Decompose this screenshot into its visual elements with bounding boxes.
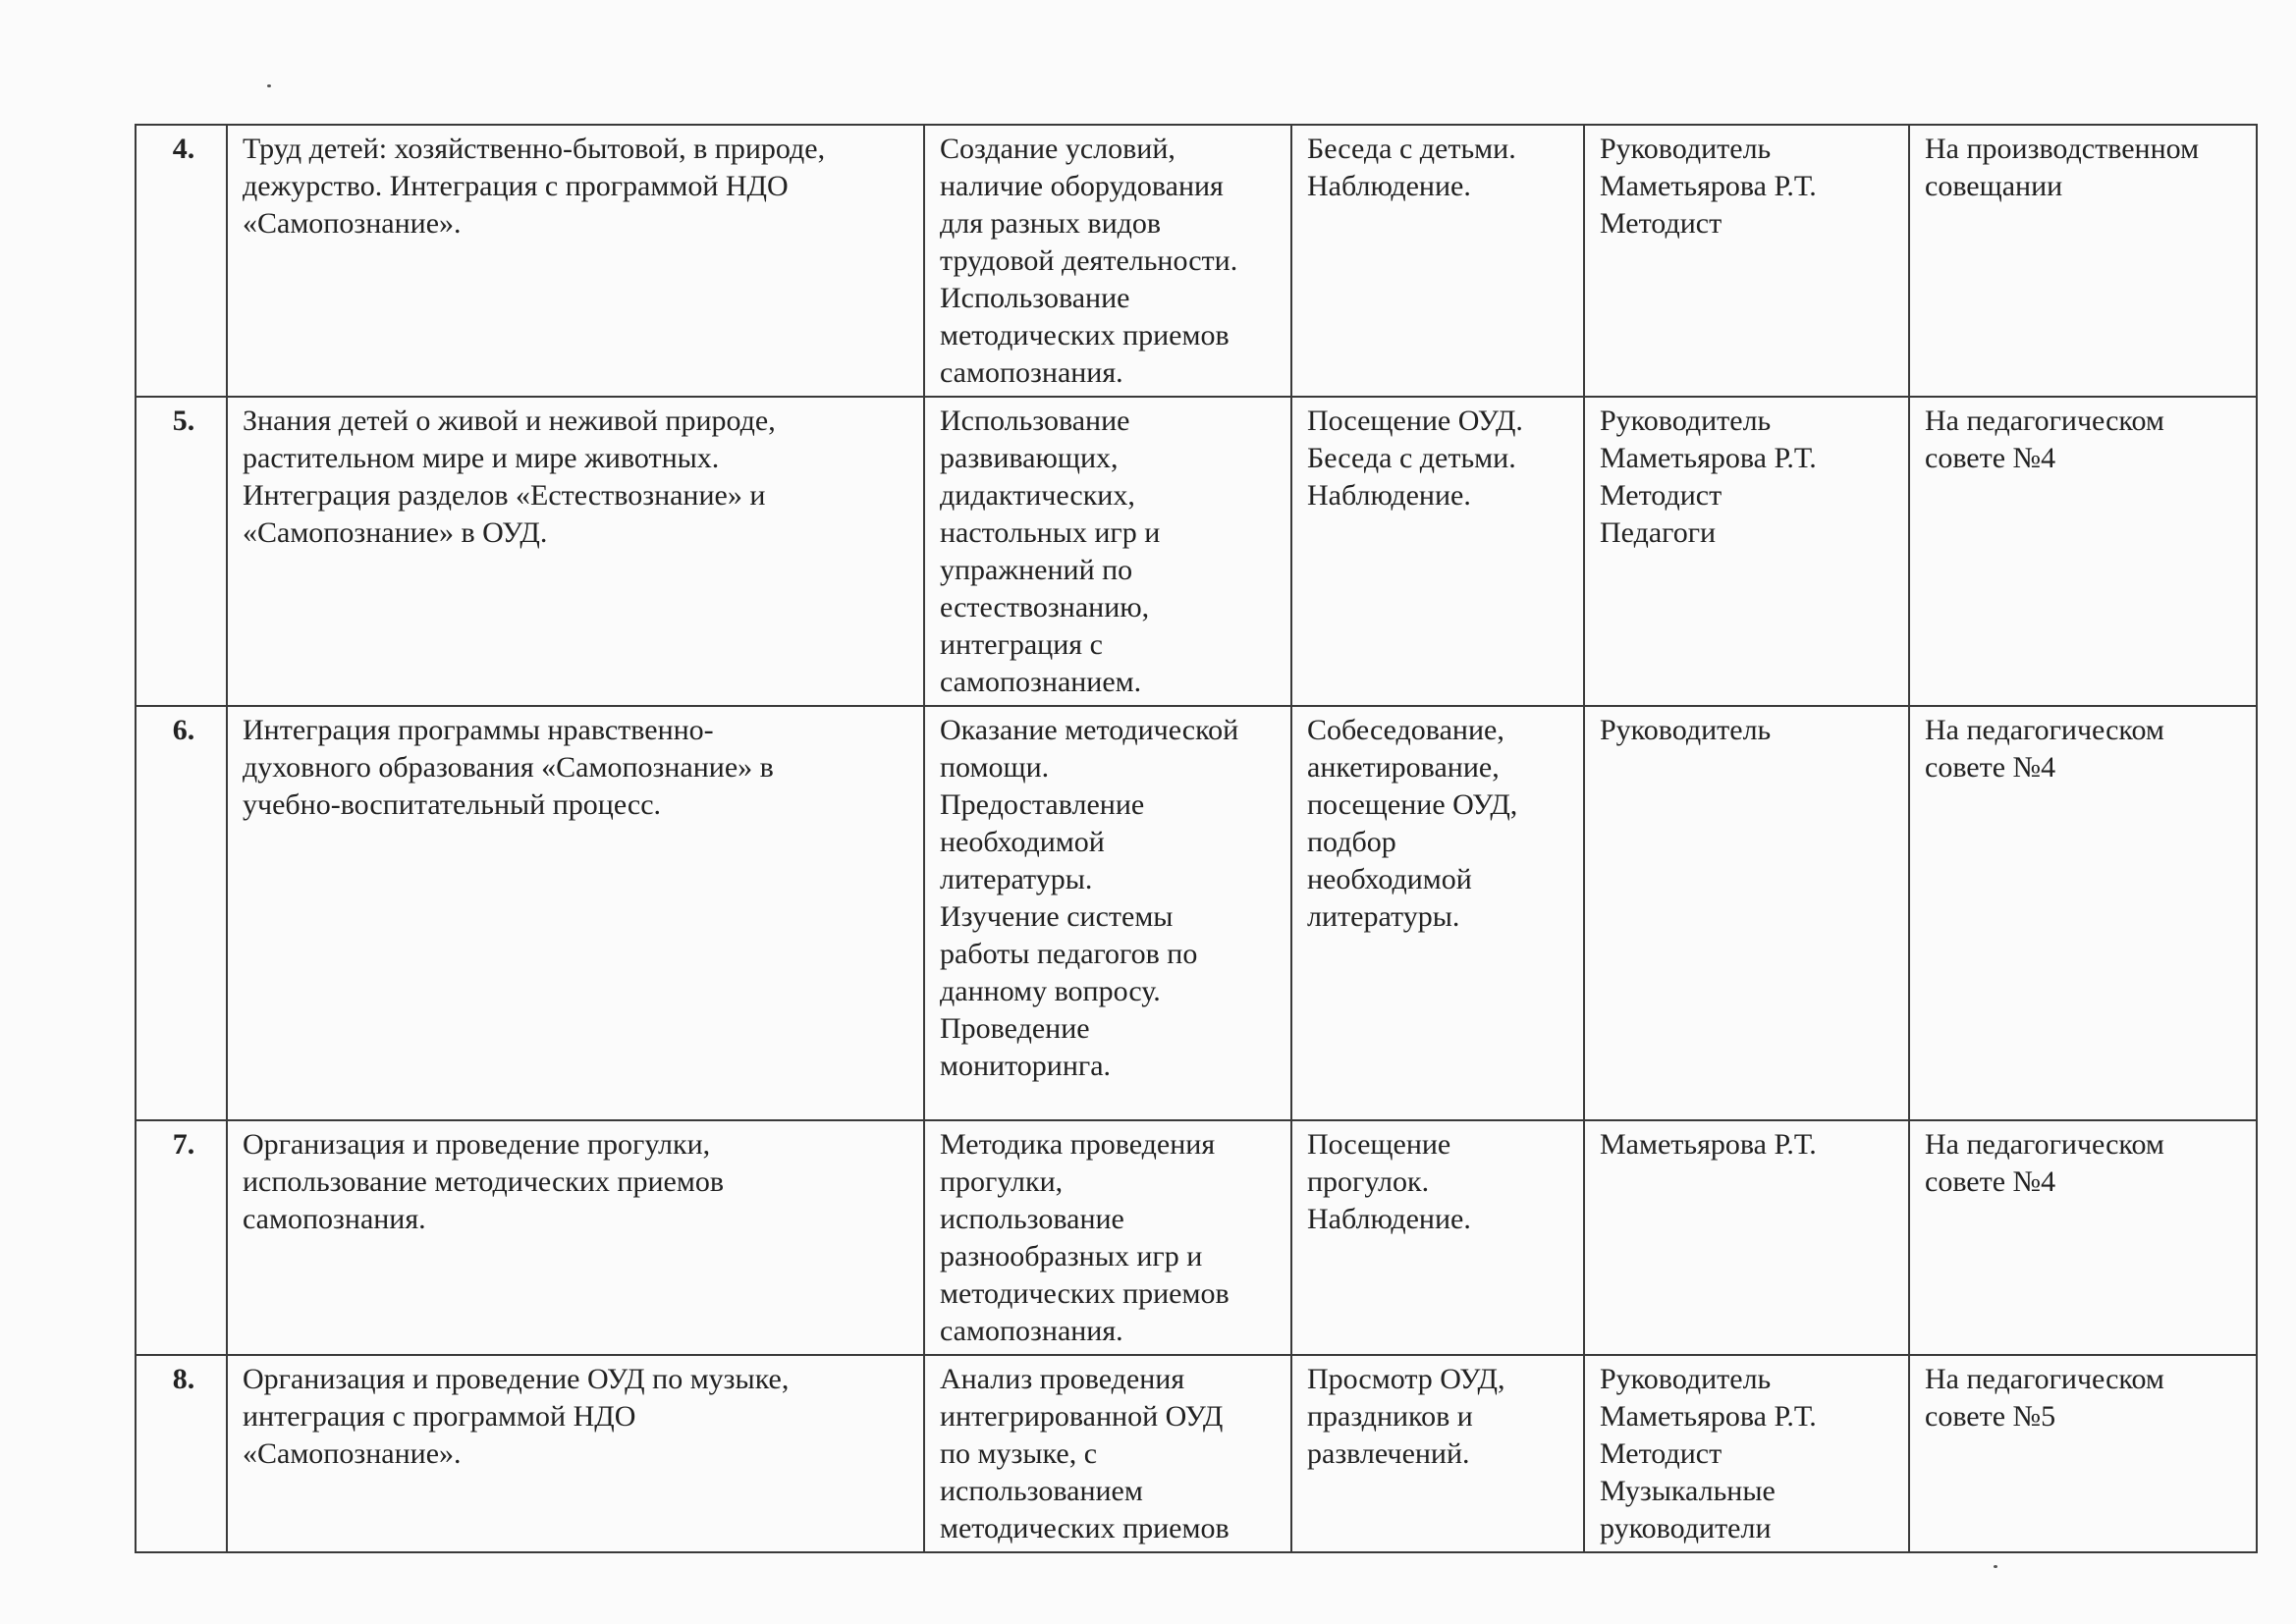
method-cell: Посещение ОУД. Беседа с детьми. Наблюдение. (1291, 397, 1584, 706)
responsible-cell: Руководитель (1584, 706, 1909, 1120)
topic-cell: Труд детей: хозяйственно-бытовой, в природе, дежурство. Интеграция с программой НДО «Самопознание». (227, 125, 924, 397)
row-number: 5. (136, 397, 227, 706)
table-row (136, 1355, 2257, 1552)
method-cell: Просмотр ОУД, праздников и развлечений. (1291, 1355, 1584, 1552)
topic-cell: Организация и проведение прогулки, использование методических приемов самопознания. (227, 1120, 924, 1355)
result-cell: На производственном совещании (1909, 125, 2257, 397)
measures-cell: Анализ проведения интегрированной ОУД по музыке, с использованием методических приемов (924, 1355, 1291, 1552)
row-number: 7. (136, 1120, 227, 1355)
responsible-cell: Маметьярова Р.Т. (1584, 1120, 1909, 1355)
row-number: 6. (136, 706, 227, 1120)
row-number: 8. (136, 1355, 227, 1552)
responsible-cell: Руководитель Маметьярова Р.Т. Методист (1584, 125, 1909, 397)
result-cell: На педагогическом совете №4 (1909, 397, 2257, 706)
scan-speck (1994, 1565, 1997, 1568)
topic-cell: Интеграция программы нравственно- духовного образования «Самопознание» в учебно-воспитательный процесс. (227, 706, 924, 1120)
plan-table (135, 124, 2258, 1553)
responsible-cell: Руководитель Маметьярова Р.Т. Методист Педагоги (1584, 397, 1909, 706)
measures-cell: Использование развивающих, дидактических, настольных игр и упражнений по естествознанию, интеграция с самопознанием. (924, 397, 1291, 706)
result-cell: На педагогическом совете №4 (1909, 706, 2257, 1120)
topic-cell: Организация и проведение ОУД по музыке, интеграция с программой НДО «Самопознание». (227, 1355, 924, 1552)
result-cell: На педагогическом совете №5 (1909, 1355, 2257, 1552)
measures-cell: Оказание методической помощи. Предоставление необходимой литературы. Изучение системы работы педагогов по данному вопросу. Проведение мониторинга. (924, 706, 1291, 1120)
method-cell: Собеседование, анкетирование, посещение ОУД, подбор необходимой литературы. (1291, 706, 1584, 1120)
method-cell: Беседа с детьми. Наблюдение. (1291, 125, 1584, 397)
responsible-cell: Руководитель Маметьярова Р.Т. Методист Музыкальные руководители (1584, 1355, 1909, 1552)
method-cell: Посещение прогулок. Наблюдение. (1291, 1120, 1584, 1355)
row-number: 4. (136, 125, 227, 397)
measures-cell: Создание условий, наличие оборудования для разных видов трудовой деятельности. Использование методических приемов самопознания. (924, 125, 1291, 397)
result-cell: На педагогическом совете №4 (1909, 1120, 2257, 1355)
topic-cell: Знания детей о живой и неживой природе, растительном мире и мире животных. Интеграция разделов «Естествознание» и «Самопознание» в ОУД. (227, 397, 924, 706)
measures-cell: Методика проведения прогулки, использование разнообразных игр и методических приемов самопознания. (924, 1120, 1291, 1355)
table-row (136, 397, 2257, 706)
table-row (136, 706, 2257, 1120)
scan-speck (267, 84, 271, 87)
table-row (136, 1120, 2257, 1355)
table-row (136, 125, 2257, 397)
